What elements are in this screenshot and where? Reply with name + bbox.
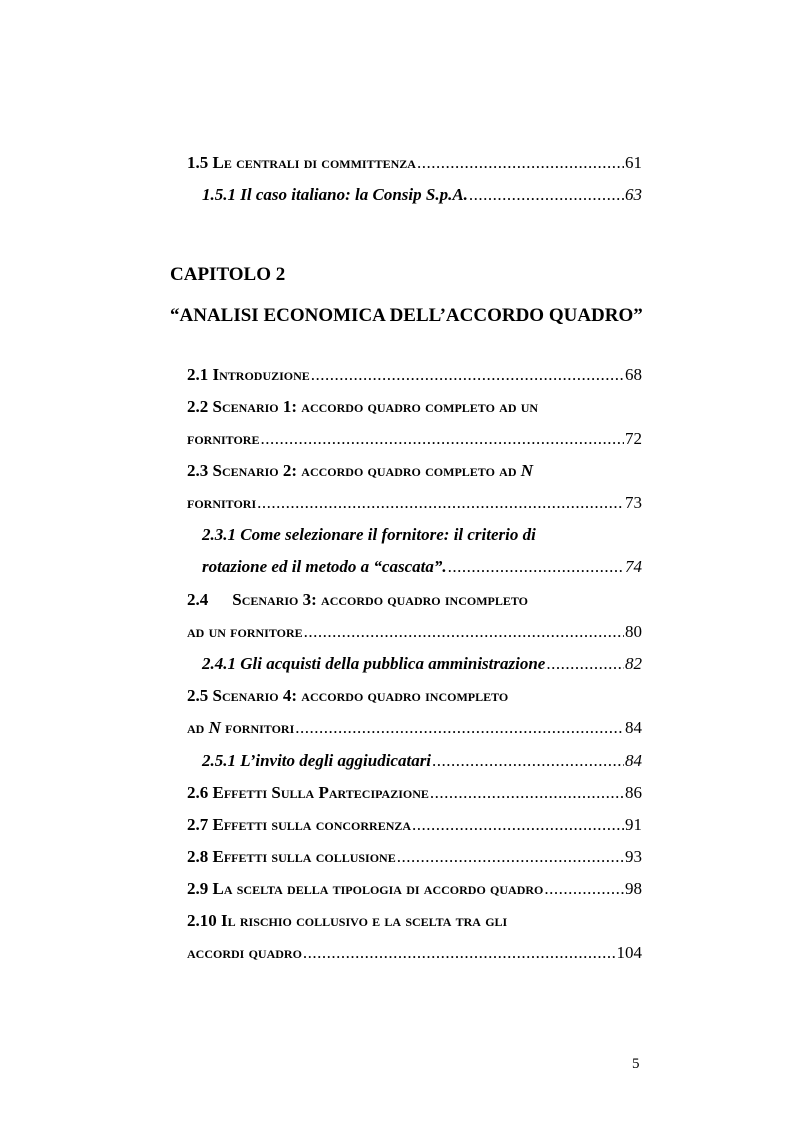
chapter-label: CAPITOLO 2 — [170, 264, 286, 285]
toc-entry-1-5-1[interactable] — [202, 184, 642, 206]
toc-entry-2-4-1[interactable] — [202, 653, 642, 675]
toc-number: 2.9 — [187, 879, 209, 898]
toc-lead: Scenario 3: — [232, 590, 317, 609]
toc-title: 2.3.1 Come selezionare il fornitore: il criterio di — [202, 525, 536, 544]
toc-page: 84 — [625, 718, 642, 737]
toc-page: 104 — [616, 943, 642, 962]
toc-page: 93 — [625, 847, 642, 866]
toc-title: Le centrali di committenza — [212, 153, 416, 172]
toc-title: Introduzione — [212, 365, 310, 384]
toc-entry-2-7[interactable] — [187, 814, 642, 836]
toc-entry-2-5[interactable] — [187, 685, 642, 707]
toc-number: 2.10 — [187, 911, 217, 930]
toc-page: 82 — [625, 654, 642, 673]
chapter-title: “ANALISI ECONOMICA DELL’ACCORDO QUADRO” — [170, 305, 643, 326]
toc-entry-2-2-cont[interactable] — [187, 428, 642, 450]
toc-title: Effetti sulla concorrenza — [212, 815, 412, 834]
toc-title-cont: fornitore — [187, 429, 260, 448]
toc-entry-2-4-cont[interactable] — [187, 621, 642, 643]
leader-dots — [469, 184, 624, 206]
toc-entry-2-6[interactable] — [187, 782, 642, 804]
leader-dots — [417, 152, 624, 174]
toc-entry-1-5[interactable] — [187, 152, 642, 174]
page-number: 5 — [632, 1056, 640, 1072]
toc-number: 2.2 — [187, 397, 209, 416]
toc-entry-2-3-1[interactable] — [202, 524, 642, 546]
toc-page: 84 — [625, 751, 642, 770]
toc-number: 2.1 — [187, 365, 209, 384]
leader-dots — [448, 556, 624, 578]
toc-title: 2.4.1 Gli acquisti della pubblica amministrazione — [202, 654, 546, 673]
toc-title: Effetti sulla collusione — [212, 847, 396, 866]
leader-dots — [304, 621, 624, 643]
toc-title: accordo quadro completo ad — [301, 461, 517, 480]
leader-dots — [257, 492, 624, 514]
toc-title: Il rischio collusivo e la scelta tra gli — [221, 911, 508, 930]
toc-page: 98 — [625, 879, 642, 898]
toc-entry-2-10-cont[interactable] — [187, 942, 642, 964]
toc-entry-2-3-cont[interactable] — [187, 492, 642, 514]
toc-title-cont: ad un fornitore — [187, 622, 303, 641]
toc-entry-2-10[interactable] — [187, 910, 642, 932]
leader-dots — [260, 428, 624, 450]
toc-title: 2.5.1 L’invito degli aggiudicatari — [202, 751, 432, 770]
toc-number: 2.8 — [187, 847, 209, 866]
leader-dots — [295, 717, 624, 739]
leader-dots — [303, 942, 616, 964]
toc-n: N — [208, 718, 221, 737]
toc-title-cont: fornitori — [187, 493, 257, 512]
leader-dots — [311, 364, 624, 386]
toc-page: 74 — [625, 557, 642, 576]
toc-title: Effetti Sulla Partecipazione — [212, 783, 429, 802]
toc-entry-2-3-1-cont[interactable] — [202, 556, 642, 578]
leader-dots — [432, 750, 624, 772]
toc-title: accordo quadro completo ad un — [301, 397, 539, 416]
toc-number: 2.6 — [187, 783, 209, 802]
toc-entry-2-4[interactable] — [187, 589, 642, 611]
toc-pre: ad — [187, 718, 205, 737]
toc-page: 61 — [625, 153, 642, 172]
toc-entry-2-1[interactable] — [187, 364, 642, 386]
toc-number: 2.5 — [187, 686, 209, 705]
toc-entry-2-5-cont[interactable] — [187, 717, 642, 739]
leader-dots — [430, 782, 624, 804]
leader-dots — [544, 878, 624, 900]
toc-number: 2.3 — [187, 461, 209, 480]
toc-title: accordo quadro incompleto — [301, 686, 509, 705]
toc-page: 80 — [625, 622, 642, 641]
toc-number: 1.5.1 — [202, 185, 236, 204]
toc-entry-2-9[interactable] — [187, 878, 642, 900]
leader-dots — [546, 653, 624, 675]
toc-entry-2-5-1[interactable] — [202, 750, 642, 772]
toc-page: 63 — [625, 185, 642, 204]
toc-number: 1.5 — [187, 153, 209, 172]
toc-lead: Scenario 4: — [212, 686, 298, 705]
toc-page: 86 — [625, 783, 642, 802]
leader-dots — [397, 846, 624, 868]
toc-page: 72 — [625, 429, 642, 448]
toc-page: 73 — [625, 493, 642, 512]
toc-page: 91 — [625, 815, 642, 834]
toc-number: 2.4 — [187, 590, 209, 609]
toc-title: La scelta della tipologia di accordo quadro — [212, 879, 544, 898]
toc-title-cont: fornitori — [225, 718, 295, 737]
toc-number: 2.7 — [187, 815, 209, 834]
toc-title: accordo quadro incompleto — [321, 590, 528, 609]
leader-dots — [412, 814, 624, 836]
toc-title-cont: rotazione ed il metodo a “cascata”. — [202, 557, 447, 576]
toc-page: 68 — [625, 365, 642, 384]
toc-entry-2-8[interactable] — [187, 846, 642, 868]
toc-title-cont: accordi quadro — [187, 943, 302, 962]
toc-entry-2-3[interactable] — [187, 460, 642, 482]
toc-lead: Scenario 2: — [212, 461, 298, 480]
toc-entry-2-2[interactable] — [187, 396, 642, 418]
toc-n: N — [520, 461, 534, 480]
toc-lead: Scenario 1: — [212, 397, 298, 416]
toc-title: Il caso italiano: la Consip S.p.A. — [240, 185, 468, 204]
